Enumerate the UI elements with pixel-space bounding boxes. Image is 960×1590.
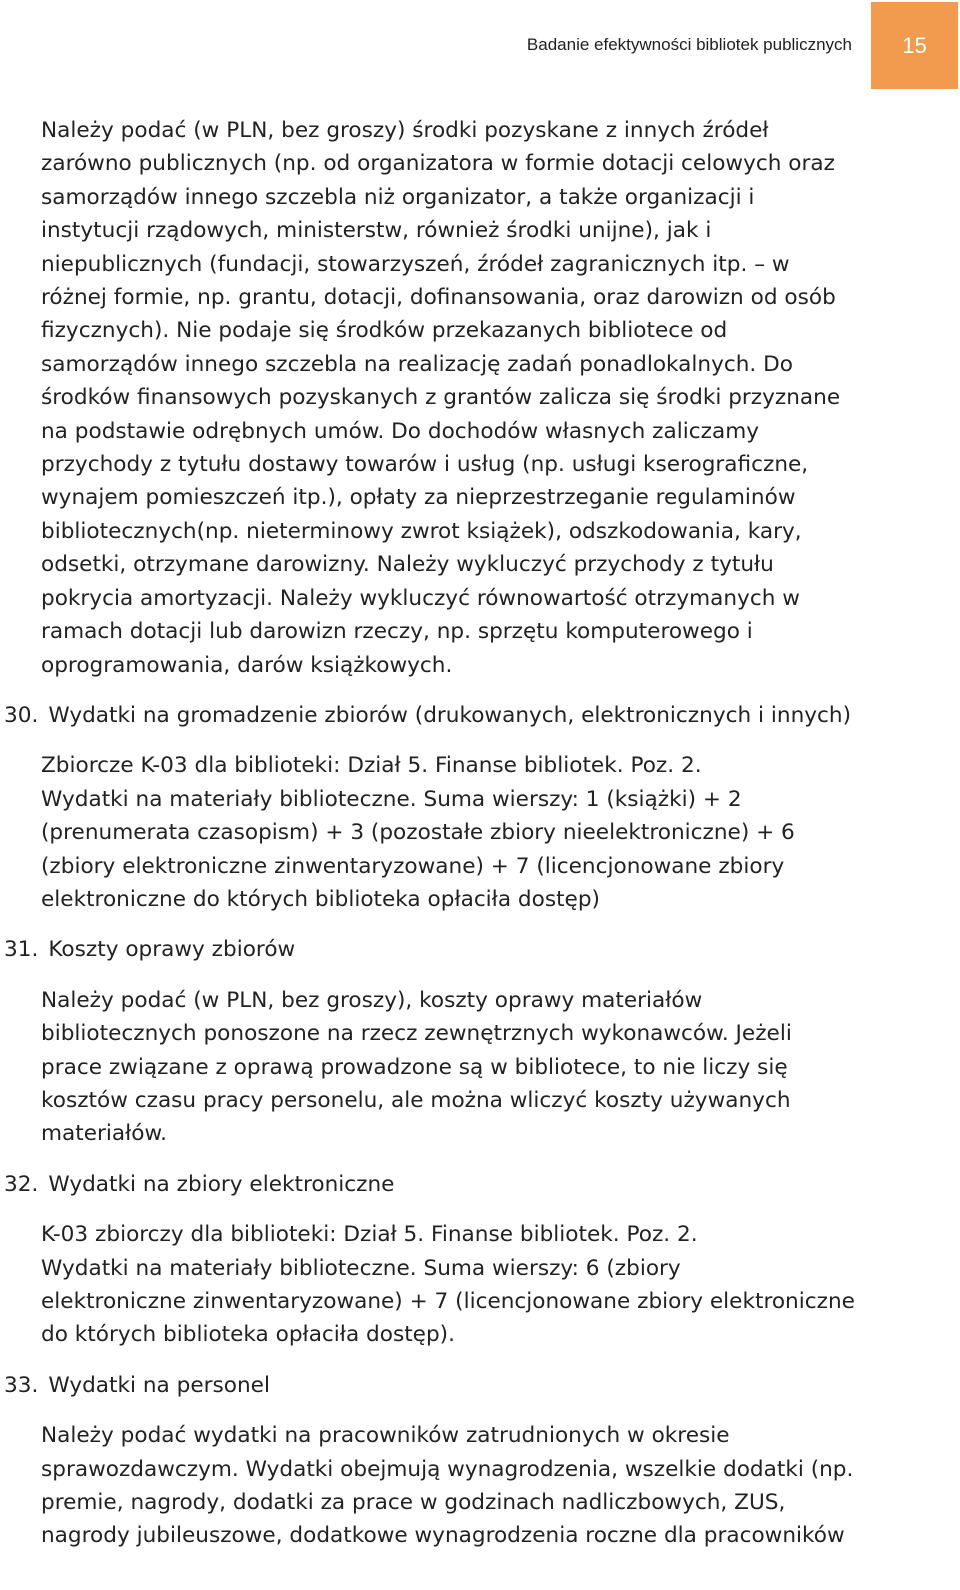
- section-31-body: Należy podać (w PLN, bez groszy), koszty oprawy materiałów bibliotecznych ponoszone na rzecz zewnętrznych wykonawców. Jeżeli prace związane z oprawą prowadzone są w bibliotece, to nie liczy się kosztów czasu pracy personelu, ale można wliczyć koszty używanych materiałów.: [41, 987, 792, 1147]
- section-33-body: Należy podać wydatki na pracowników zatrudnionych w okresie sprawozdawczym. Wydatki obejmują wynagrodzenia, wszelkie dodatki (np. premie, nagrody, dodatki za prace w godzinach nadliczbowych, ZUS, nagrody jubileuszowe, dodatkowe wynagrodzenia roczne dla pracowników: [41, 1423, 854, 1549]
- section-33-number: 33.: [4, 1372, 39, 1398]
- document-body: [0, 114, 960, 1570]
- section-30-title: Wydatki na gromadzenie zbiorów (drukowanych, elektronicznych i innych): [48, 702, 852, 728]
- section-32-title: Wydatki na zbiory elektroniczne: [48, 1171, 395, 1197]
- running-header: [0, 0, 960, 90]
- section-32-number: 32.: [4, 1171, 39, 1197]
- section-31-heading: [4, 933, 960, 966]
- section-32-heading: [4, 1168, 960, 1201]
- page-number-badge: 15: [871, 2, 958, 89]
- section-30-number: 30.: [4, 702, 39, 728]
- header-title: Badanie efektywności bibliotek publicznych: [526, 35, 852, 54]
- intro-paragraph: Należy podać (w PLN, bez groszy) środki pozyskane z innych źródeł zarówno publicznych (np. od organizatora w formie dotacji celowych oraz samorządów innego szczebla niż organizator, a także organizacji i instytucji rządowych, ministerstw, również środki unijne), jak i niepublicznych (fundacji, stowarzyszeń, źródeł zagranicznych itp. – w różnej formie, np. grantu, dotacji, dofinansowania, oraz darowizn od osób fizycznych). Nie podaje się środków przekazanych bibliotece od samorządów innego szczebla na realizację zadań ponadlokalnych. Do środków finansowych pozyskanych z grantów zalicza się środki przyznane na podstawie odrębnych umów. Do dochodów własnych zaliczamy przychody z tytułu dostawy towarów i usług (np. usługi kserograficzne, wynajem pomieszczeń itp.), opłaty za nieprzestrzeganie regulaminów bibliotecznych(np. nieterminowy zwrot książek), odszkodowania, kary, odsetki, otrzymane darowizny. Należy wykluczyć przychody z tytułu pokrycia amortyzacji. Należy wykluczyć równowartość otrzymanych w ramach dotacji lub darowizn rzeczy, np. sprzętu komputerowego i oprogramowania, darów książkowych.: [41, 118, 841, 678]
- section-31-title: Koszty oprawy zbiorów: [48, 937, 296, 963]
- section-32-body: K-03 zbiorczy dla biblioteki: Dział 5. Finanse bibliotek. Poz. 2. Wydatki na materiały biblioteczne. Suma wierszy: 6 (zbiory elektroniczne zinwentaryzowane) + 7 (licencjonowane zbiory elektroniczne do których biblioteka opłaciła dostęp).: [41, 1222, 855, 1348]
- section-33-title: Wydatki na personel: [48, 1372, 270, 1398]
- section-30-body: Zbiorcze K-03 dla biblioteki: Dział 5. Finanse bibliotek. Poz. 2. Wydatki na materiały biblioteczne. Suma wierszy: 1 (książki) + 2 (prenumerata czasopism) + 3 (pozostałe zbiory nieelektroniczne) + 6 (zbiory elektroniczne zinwentaryzowane) + 7 (licencjonowane zbiory elektroniczne do których biblioteka opłaciła dostęp): [41, 753, 795, 912]
- section-33-heading: [4, 1369, 960, 1402]
- section-31-number: 31.: [4, 937, 39, 963]
- section-30-heading: [4, 699, 960, 732]
